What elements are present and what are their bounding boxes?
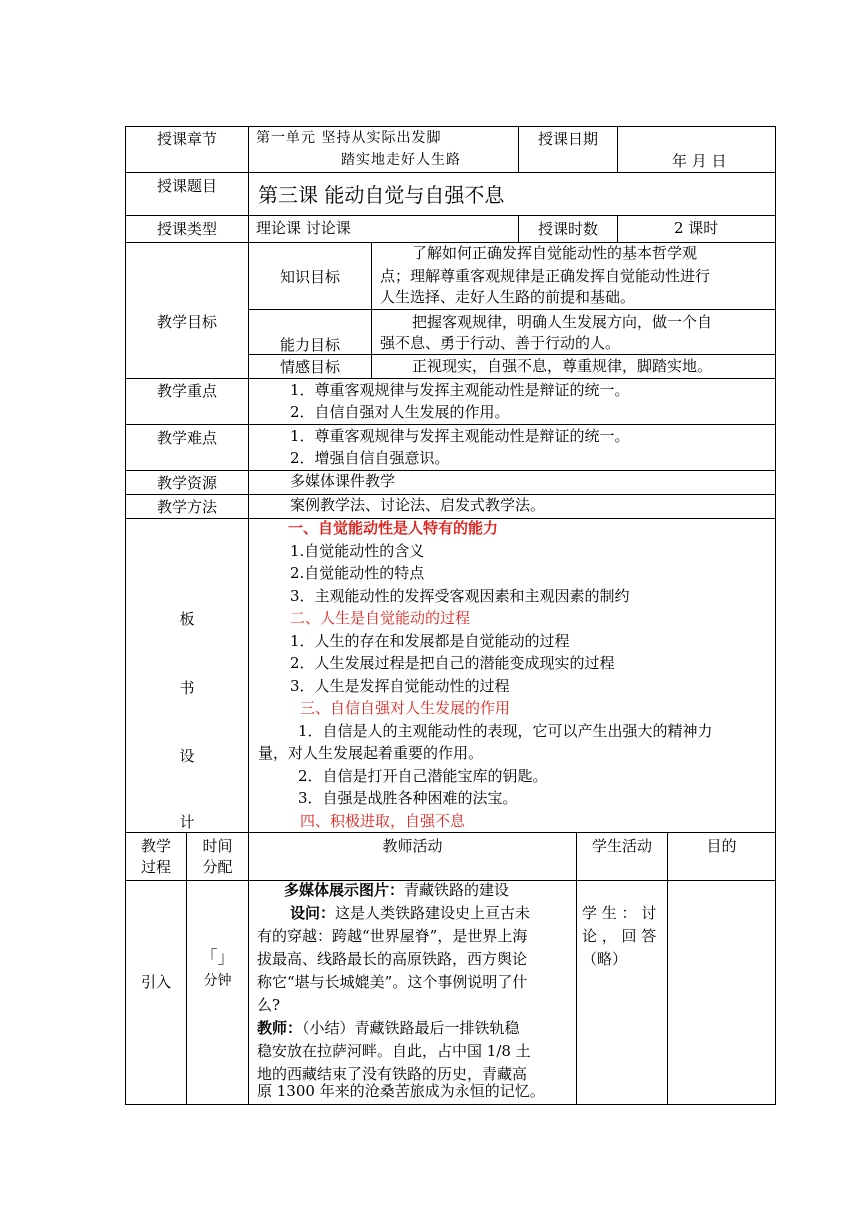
board-line: 2．人生发展过程是把自己的潜能变成现实的过程 xyxy=(290,654,615,672)
summary-line: 地的西藏结束了没有铁路的历史，青藏高 xyxy=(257,1065,528,1083)
hline xyxy=(125,172,776,173)
board-line: 3．人生是发挥自觉能动性的过程 xyxy=(290,677,510,695)
difficulty-1: 1．尊重客观规律与发挥主观能动性是辩证的统一。 xyxy=(290,427,630,445)
teacher-title-bold: 多媒体展示图片： xyxy=(284,881,405,899)
board-line: 1．人生的存在和发展都是自觉能动的过程 xyxy=(290,632,570,650)
vline xyxy=(617,215,618,243)
question-line: 称它“堪与长城媲美”。这个事例说明了什 xyxy=(257,973,528,991)
hline xyxy=(125,378,776,379)
question-line: 拔最高、线路最长的高原铁路，西方舆论 xyxy=(257,950,528,968)
question-bold: 设问： xyxy=(290,904,336,922)
intro-label: 引入 xyxy=(140,973,171,991)
board-heading-2: 二、人生是自觉能动的过程 xyxy=(290,609,471,627)
topic-value: 第三课 能动自觉与自强不息 xyxy=(258,183,505,207)
hours-label: 授课时数 xyxy=(537,220,598,238)
vline xyxy=(667,832,668,1105)
resources-label: 教学资源 xyxy=(156,474,217,492)
type-label: 授课类型 xyxy=(156,220,217,238)
question-line: 有的穿越：跨越“世界屋脊”，是世界上海 xyxy=(257,927,528,945)
col-purpose: 目的 xyxy=(706,837,737,855)
vline xyxy=(371,242,372,379)
question-line: 么? xyxy=(257,996,281,1014)
difficulty-2: 2．增强自信自强意识。 xyxy=(290,449,450,467)
col-process: 过程 xyxy=(140,858,171,876)
date-value: 年 月 日 xyxy=(672,152,727,170)
vline xyxy=(576,832,577,1105)
hline xyxy=(248,309,776,310)
summary-line: 稳安放在拉萨河畔。自此，占中国 1/8 土 xyxy=(257,1042,531,1060)
teacher-title xyxy=(284,880,509,901)
vline xyxy=(617,126,618,173)
board-line: 量，对人生发展起着重要的作用。 xyxy=(258,744,484,762)
date-label: 授课日期 xyxy=(537,130,598,148)
vline xyxy=(248,126,249,833)
col-time: 分配 xyxy=(202,858,233,876)
difficulties-label: 教学难点 xyxy=(156,429,217,447)
chapter-line-2: 踏实地走好人生路 xyxy=(341,152,461,168)
methods-label: 教学方法 xyxy=(156,498,217,516)
resources-value: 多媒体课件教学 xyxy=(290,472,396,490)
board-line: 1．自信是人的主观能动性的表现，它可以产生出强大的精神力 xyxy=(298,722,713,740)
hours-value: 2 课时 xyxy=(674,219,719,237)
board-label-char: 设 xyxy=(179,747,195,765)
col-process: 教学 xyxy=(140,837,171,855)
board-label-char: 书 xyxy=(179,679,195,697)
key-point-2: 2．自信自强对人生发展的作用。 xyxy=(290,403,510,421)
hline-top xyxy=(125,126,776,127)
knowledge-line-1: 了解如何正确发挥自觉能动性的基本哲学观 xyxy=(412,244,698,262)
question-line-1 xyxy=(290,903,530,924)
hline-bottom xyxy=(125,1104,776,1105)
key-points-label: 教学重点 xyxy=(156,382,217,400)
col-student: 学生活动 xyxy=(591,837,652,855)
board-line: 2．自信是打开自己潜能宝库的钥匙。 xyxy=(298,767,548,785)
hline xyxy=(125,832,776,833)
knowledge-label: 知识目标 xyxy=(279,268,340,286)
intro-time: 「」 xyxy=(200,948,235,968)
col-teacher: 教师活动 xyxy=(382,837,443,855)
vline xyxy=(248,832,249,1105)
knowledge-line-2: 点；理解尊重客观规律是正确发挥自觉能动性进行 xyxy=(380,267,711,285)
student-activity: 论 ， 回 答 xyxy=(582,927,657,945)
summary-text: （小结）青藏铁路最后一排铁轨稳 xyxy=(302,1019,520,1037)
hline xyxy=(125,424,776,425)
emotion-text: 正视现实，自强不息，尊重规律，脚踏实地。 xyxy=(412,357,713,375)
topic-label: 授课题目 xyxy=(156,177,217,195)
board-line: 1.自觉能动性的含义 xyxy=(290,542,425,560)
chapter-label: 授课章节 xyxy=(156,130,217,148)
ability-label: 能力目标 xyxy=(279,336,340,354)
vline-right xyxy=(775,126,776,1105)
type-value: 理论课 讨论课 xyxy=(256,219,351,237)
methods-value: 案例教学法、讨论法、启发式教学法。 xyxy=(290,496,546,514)
col-time: 时间 xyxy=(202,837,233,855)
board-heading-3: 三、自信自强对人生发展的作用 xyxy=(300,699,511,717)
board-label-char: 板 xyxy=(179,610,195,628)
intro-time: 分钟 xyxy=(203,973,232,989)
board-line: 3．自强是战胜各种困难的法宝。 xyxy=(298,789,518,807)
hline xyxy=(125,215,776,216)
teacher-bold: 教师： xyxy=(257,1019,303,1037)
question-text: 这是人类铁路建设史上亘古未 xyxy=(335,904,531,922)
student-activity: 学 生 ： 讨 xyxy=(582,904,657,922)
board-line: 3．主观能动性的发挥受客观因素和主观因素的制约 xyxy=(290,587,630,605)
key-point-1: 1．尊重客观规律与发挥主观能动性是辩证的统一。 xyxy=(290,381,630,399)
board-line: 2.自觉能动性的特点 xyxy=(290,564,425,582)
emotion-label: 情感目标 xyxy=(279,358,340,376)
hline xyxy=(125,470,776,471)
board-heading-1: 一、自觉能动性是人特有的能力 xyxy=(288,519,499,537)
board-label-char: 计 xyxy=(179,813,195,831)
board-heading-4: 四、积极进取，自强不息 xyxy=(300,812,466,830)
summary-line: 原 1300 年来的沧桑苦旅成为永恒的记忆。 xyxy=(257,1082,545,1100)
summary-line-1 xyxy=(257,1018,520,1039)
objectives-label: 教学目标 xyxy=(156,313,217,331)
knowledge-line-3: 人生选择、走好人生路的前提和基础。 xyxy=(380,288,636,306)
ability-line-2: 强不息、勇于行动、善于行动的人。 xyxy=(380,334,621,352)
student-activity: （略） xyxy=(582,950,628,968)
ability-line-1: 把握客观规律，明确人生发展方向，做一个自 xyxy=(412,313,713,331)
teacher-title-rest: 青藏铁路的建设 xyxy=(404,881,510,899)
chapter-line-1: 第一单元 坚持从实际出发脚 xyxy=(256,130,442,146)
